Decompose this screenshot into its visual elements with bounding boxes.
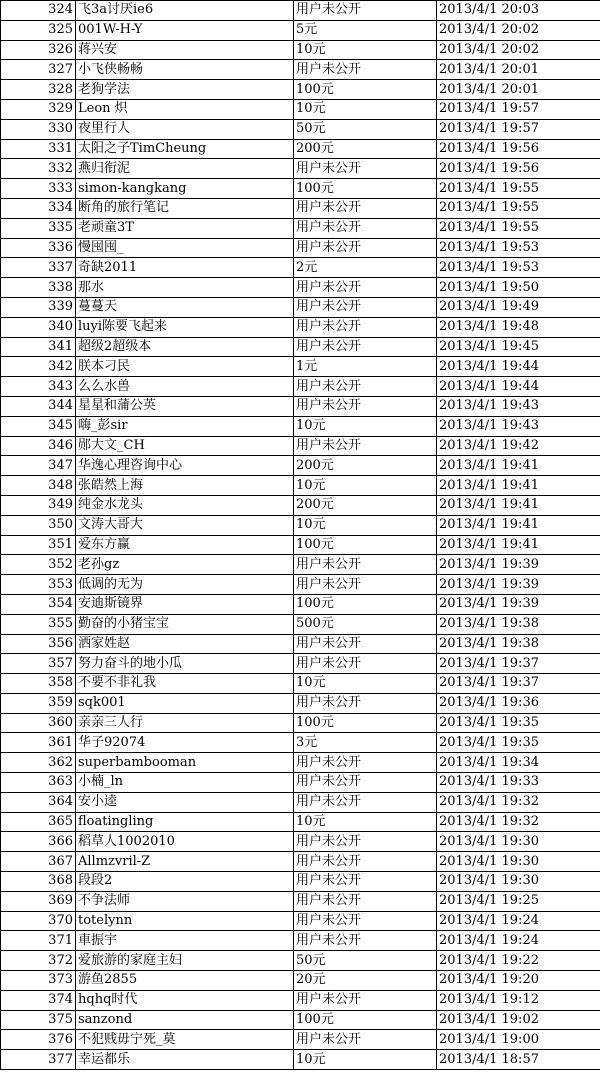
timestamp-cell: 2013/4/1 19:41 xyxy=(437,535,600,555)
table-row xyxy=(1,891,600,911)
row-number-cell: 353 xyxy=(1,575,76,595)
donor-name-cell: 老顽童3T xyxy=(76,218,294,238)
timestamp-cell: 2013/4/1 19:55 xyxy=(437,198,600,218)
row-number-cell: 334 xyxy=(1,198,76,218)
timestamp-cell: 2013/4/1 19:55 xyxy=(437,218,600,238)
row-number-cell: 352 xyxy=(1,555,76,575)
table-row xyxy=(1,832,600,852)
row-number-cell: 355 xyxy=(1,614,76,634)
table-row xyxy=(1,317,600,337)
amount-cell: 用户未公开 xyxy=(294,436,437,456)
table-row xyxy=(1,377,600,397)
timestamp-cell: 2013/4/1 20:01 xyxy=(437,80,600,100)
table-row xyxy=(1,337,600,357)
table-row xyxy=(1,911,600,931)
amount-cell: 5元 xyxy=(294,20,437,40)
donor-name-cell: floatingling xyxy=(76,812,294,832)
amount-cell: 用户未公开 xyxy=(294,297,437,317)
row-number-cell: 357 xyxy=(1,654,76,674)
donor-name-cell: 不要不非礼我 xyxy=(76,674,294,694)
row-number-cell: 330 xyxy=(1,119,76,139)
table-row xyxy=(1,40,600,60)
amount-cell: 用户未公开 xyxy=(294,654,437,674)
row-number-cell: 365 xyxy=(1,812,76,832)
donor-name-cell: 蔓蔓天 xyxy=(76,297,294,317)
amount-cell: 100元 xyxy=(294,713,437,733)
row-number-cell: 325 xyxy=(1,20,76,40)
row-number-cell: 375 xyxy=(1,1010,76,1030)
timestamp-cell: 2013/4/1 19:43 xyxy=(437,396,600,416)
amount-cell: 用户未公开 xyxy=(294,832,437,852)
row-number-cell: 333 xyxy=(1,179,76,199)
row-number-cell: 361 xyxy=(1,733,76,753)
table-row xyxy=(1,931,600,951)
timestamp-cell: 2013/4/1 19:42 xyxy=(437,436,600,456)
timestamp-cell: 2013/4/1 19:38 xyxy=(437,614,600,634)
donor-name-cell: 嗨_彭sir xyxy=(76,416,294,436)
timestamp-cell: 2013/4/1 19:38 xyxy=(437,634,600,654)
table-row xyxy=(1,792,600,812)
table-row xyxy=(1,634,600,654)
donor-name-cell: simon-kangkang xyxy=(76,179,294,199)
row-number-cell: 341 xyxy=(1,337,76,357)
donor-name-cell: 星星和蒲公英 xyxy=(76,396,294,416)
table-row xyxy=(1,535,600,555)
amount-cell: 10元 xyxy=(294,812,437,832)
amount-cell: 20元 xyxy=(294,971,437,991)
row-number-cell: 327 xyxy=(1,60,76,80)
table-row xyxy=(1,396,600,416)
row-number-cell: 354 xyxy=(1,594,76,614)
donor-name-cell: 断角的旅行笔记 xyxy=(76,198,294,218)
timestamp-cell: 2013/4/1 19:45 xyxy=(437,337,600,357)
donor-name-cell: 車振宇 xyxy=(76,931,294,951)
row-number-cell: 376 xyxy=(1,1030,76,1050)
donor-name-cell: 亲亲三人行 xyxy=(76,713,294,733)
timestamp-cell: 2013/4/1 19:25 xyxy=(437,891,600,911)
amount-cell: 用户未公开 xyxy=(294,990,437,1010)
donor-name-cell: 飞3a讨厌ie6 xyxy=(76,1,294,21)
donor-name-cell: 张皓然上海 xyxy=(76,476,294,496)
donor-name-cell: 老孙gz xyxy=(76,555,294,575)
table-row xyxy=(1,753,600,773)
row-number-cell: 359 xyxy=(1,693,76,713)
timestamp-cell: 2013/4/1 19:41 xyxy=(437,495,600,515)
table-row xyxy=(1,456,600,476)
row-number-cell: 337 xyxy=(1,258,76,278)
table-row xyxy=(1,238,600,258)
donor-name-cell: 努力奋斗的地小瓜 xyxy=(76,654,294,674)
table-row xyxy=(1,278,600,298)
amount-cell: 用户未公开 xyxy=(294,198,437,218)
row-number-cell: 366 xyxy=(1,832,76,852)
amount-cell: 50元 xyxy=(294,119,437,139)
table-row xyxy=(1,258,600,278)
timestamp-cell: 2013/4/1 20:01 xyxy=(437,60,600,80)
amount-cell: 用户未公开 xyxy=(294,693,437,713)
timestamp-cell: 2013/4/1 19:30 xyxy=(437,832,600,852)
table-row xyxy=(1,971,600,991)
table-row xyxy=(1,1030,600,1050)
table-row xyxy=(1,1010,600,1030)
amount-cell: 用户未公开 xyxy=(294,773,437,793)
timestamp-cell: 2013/4/1 19:32 xyxy=(437,812,600,832)
amount-cell: 用户未公开 xyxy=(294,931,437,951)
table-row xyxy=(1,1,600,21)
timestamp-cell: 2013/4/1 19:44 xyxy=(437,357,600,377)
donor-name-cell: 安小逵 xyxy=(76,792,294,812)
amount-cell: 用户未公开 xyxy=(294,634,437,654)
row-number-cell: 364 xyxy=(1,792,76,812)
timestamp-cell: 2013/4/1 19:43 xyxy=(437,416,600,436)
donor-name-cell: 超级2超级本 xyxy=(76,337,294,357)
row-number-cell: 367 xyxy=(1,852,76,872)
table-row xyxy=(1,773,600,793)
row-number-cell: 340 xyxy=(1,317,76,337)
table-row xyxy=(1,674,600,694)
amount-cell: 500元 xyxy=(294,614,437,634)
row-number-cell: 374 xyxy=(1,990,76,1010)
timestamp-cell: 2013/4/1 19:41 xyxy=(437,456,600,476)
table-row xyxy=(1,297,600,317)
table-row xyxy=(1,693,600,713)
table-row xyxy=(1,139,600,159)
amount-cell: 3元 xyxy=(294,733,437,753)
table-row xyxy=(1,99,600,119)
amount-cell: 用户未公开 xyxy=(294,575,437,595)
row-number-cell: 342 xyxy=(1,357,76,377)
timestamp-cell: 2013/4/1 19:39 xyxy=(437,594,600,614)
row-number-cell: 346 xyxy=(1,436,76,456)
timestamp-cell: 2013/4/1 19:34 xyxy=(437,753,600,773)
amount-cell: 200元 xyxy=(294,456,437,476)
amount-cell: 2元 xyxy=(294,258,437,278)
timestamp-cell: 2013/4/1 19:56 xyxy=(437,139,600,159)
row-number-cell: 331 xyxy=(1,139,76,159)
table-row xyxy=(1,872,600,892)
amount-cell: 用户未公开 xyxy=(294,852,437,872)
donor-name-cell: hqhq时代 xyxy=(76,990,294,1010)
row-number-cell: 347 xyxy=(1,456,76,476)
row-number-cell: 329 xyxy=(1,99,76,119)
table-row xyxy=(1,555,600,575)
donor-name-cell: 么么水兽 xyxy=(76,377,294,397)
donor-name-cell: superbambooman xyxy=(76,753,294,773)
table-row xyxy=(1,159,600,179)
timestamp-cell: 2013/4/1 19:50 xyxy=(437,278,600,298)
amount-cell: 10元 xyxy=(294,674,437,694)
table-row xyxy=(1,713,600,733)
timestamp-cell: 2013/4/1 19:37 xyxy=(437,674,600,694)
amount-cell: 50元 xyxy=(294,951,437,971)
timestamp-cell: 2013/4/1 19:35 xyxy=(437,733,600,753)
donor-name-cell: 低调的无为 xyxy=(76,575,294,595)
donor-name-cell: sqk001 xyxy=(76,693,294,713)
amount-cell: 10元 xyxy=(294,416,437,436)
table-row xyxy=(1,495,600,515)
donor-name-cell: 老狗学法 xyxy=(76,80,294,100)
row-number-cell: 328 xyxy=(1,80,76,100)
table-row xyxy=(1,119,600,139)
row-number-cell: 371 xyxy=(1,931,76,951)
table-row xyxy=(1,416,600,436)
table-row xyxy=(1,60,600,80)
row-number-cell: 344 xyxy=(1,396,76,416)
donor-name-cell: 幸运都乐 xyxy=(76,1050,294,1070)
donation-table-body xyxy=(1,1,600,1070)
donor-name-cell: 文涛大哥大 xyxy=(76,515,294,535)
amount-cell: 用户未公开 xyxy=(294,218,437,238)
donor-name-cell: Allmzvril-Z xyxy=(76,852,294,872)
row-number-cell: 362 xyxy=(1,753,76,773)
amount-cell: 200元 xyxy=(294,139,437,159)
donor-name-cell: 爱旅游的家庭主妇 xyxy=(76,951,294,971)
donor-name-cell: 段段2 xyxy=(76,872,294,892)
amount-cell: 100元 xyxy=(294,80,437,100)
table-row xyxy=(1,476,600,496)
donor-name-cell: 001W-H-Y xyxy=(76,20,294,40)
table-row xyxy=(1,951,600,971)
amount-cell: 10元 xyxy=(294,40,437,60)
row-number-cell: 377 xyxy=(1,1050,76,1070)
timestamp-cell: 2013/4/1 19:00 xyxy=(437,1030,600,1050)
row-number-cell: 324 xyxy=(1,1,76,21)
donor-name-cell: 华逸心理咨询中心 xyxy=(76,456,294,476)
timestamp-cell: 2013/4/1 19:33 xyxy=(437,773,600,793)
donor-name-cell: 郧大文_CH xyxy=(76,436,294,456)
amount-cell: 用户未公开 xyxy=(294,555,437,575)
amount-cell: 10元 xyxy=(294,99,437,119)
amount-cell: 200元 xyxy=(294,495,437,515)
table-row xyxy=(1,198,600,218)
timestamp-cell: 2013/4/1 19:30 xyxy=(437,852,600,872)
table-row xyxy=(1,20,600,40)
donor-name-cell: 慢囤囤_ xyxy=(76,238,294,258)
table-row xyxy=(1,614,600,634)
donor-name-cell: 那水 xyxy=(76,278,294,298)
table-row xyxy=(1,218,600,238)
row-number-cell: 350 xyxy=(1,515,76,535)
timestamp-cell: 2013/4/1 19:39 xyxy=(437,555,600,575)
donor-name-cell: Leon 炽 xyxy=(76,99,294,119)
timestamp-cell: 2013/4/1 19:53 xyxy=(437,238,600,258)
row-number-cell: 336 xyxy=(1,238,76,258)
row-number-cell: 348 xyxy=(1,476,76,496)
amount-cell: 用户未公开 xyxy=(294,159,437,179)
row-number-cell: 326 xyxy=(1,40,76,60)
amount-cell: 用户未公开 xyxy=(294,1,437,21)
donor-name-cell: 爱东方赢 xyxy=(76,535,294,555)
amount-cell: 100元 xyxy=(294,179,437,199)
amount-cell: 用户未公开 xyxy=(294,396,437,416)
amount-cell: 10元 xyxy=(294,515,437,535)
donor-name-cell: 朕本刁民 xyxy=(76,357,294,377)
amount-cell: 用户未公开 xyxy=(294,872,437,892)
amount-cell: 用户未公开 xyxy=(294,377,437,397)
amount-cell: 用户未公开 xyxy=(294,792,437,812)
donor-name-cell: 燕归衔泥 xyxy=(76,159,294,179)
table-row xyxy=(1,812,600,832)
timestamp-cell: 2013/4/1 19:35 xyxy=(437,713,600,733)
row-number-cell: 373 xyxy=(1,971,76,991)
amount-cell: 100元 xyxy=(294,1010,437,1030)
table-row xyxy=(1,575,600,595)
row-number-cell: 339 xyxy=(1,297,76,317)
row-number-cell: 372 xyxy=(1,951,76,971)
timestamp-cell: 2013/4/1 19:36 xyxy=(437,693,600,713)
amount-cell: 用户未公开 xyxy=(294,337,437,357)
table-row xyxy=(1,733,600,753)
donor-name-cell: 勤奋的小猪宝宝 xyxy=(76,614,294,634)
donor-name-cell: 稻草人1002010 xyxy=(76,832,294,852)
row-number-cell: 345 xyxy=(1,416,76,436)
row-number-cell: 343 xyxy=(1,377,76,397)
timestamp-cell: 2013/4/1 19:44 xyxy=(437,377,600,397)
donor-name-cell: 不犯贱毋宁死_莫 xyxy=(76,1030,294,1050)
table-row xyxy=(1,852,600,872)
timestamp-cell: 2013/4/1 19:48 xyxy=(437,317,600,337)
donor-name-cell: 小飞侠畅畅 xyxy=(76,60,294,80)
timestamp-cell: 2013/4/1 19:39 xyxy=(437,575,600,595)
timestamp-cell: 2013/4/1 18:57 xyxy=(437,1050,600,1070)
table-row xyxy=(1,179,600,199)
table-row xyxy=(1,1050,600,1070)
timestamp-cell: 2013/4/1 19:12 xyxy=(437,990,600,1010)
row-number-cell: 351 xyxy=(1,535,76,555)
donor-name-cell: 太阳之子TimCheung xyxy=(76,139,294,159)
row-number-cell: 356 xyxy=(1,634,76,654)
timestamp-cell: 2013/4/1 19:24 xyxy=(437,931,600,951)
timestamp-cell: 2013/4/1 19:30 xyxy=(437,872,600,892)
donor-name-cell: 不争法师 xyxy=(76,891,294,911)
donor-name-cell: 夜里行人 xyxy=(76,119,294,139)
timestamp-cell: 2013/4/1 20:03 xyxy=(437,1,600,21)
row-number-cell: 368 xyxy=(1,872,76,892)
donor-name-cell: 纯金水龙头 xyxy=(76,495,294,515)
timestamp-cell: 2013/4/1 19:24 xyxy=(437,911,600,931)
donor-name-cell: luyi陈要飞起来 xyxy=(76,317,294,337)
timestamp-cell: 2013/4/1 19:49 xyxy=(437,297,600,317)
table-row xyxy=(1,594,600,614)
amount-cell: 用户未公开 xyxy=(294,891,437,911)
donor-name-cell: 小楠_ln xyxy=(76,773,294,793)
timestamp-cell: 2013/4/1 19:57 xyxy=(437,99,600,119)
timestamp-cell: 2013/4/1 19:55 xyxy=(437,179,600,199)
donor-name-cell: 华子92074 xyxy=(76,733,294,753)
table-row xyxy=(1,990,600,1010)
amount-cell: 1元 xyxy=(294,357,437,377)
amount-cell: 10元 xyxy=(294,476,437,496)
amount-cell: 用户未公开 xyxy=(294,317,437,337)
row-number-cell: 369 xyxy=(1,891,76,911)
timestamp-cell: 2013/4/1 20:02 xyxy=(437,20,600,40)
amount-cell: 用户未公开 xyxy=(294,60,437,80)
amount-cell: 100元 xyxy=(294,594,437,614)
donor-name-cell: 游鱼2855 xyxy=(76,971,294,991)
row-number-cell: 349 xyxy=(1,495,76,515)
timestamp-cell: 2013/4/1 19:02 xyxy=(437,1010,600,1030)
amount-cell: 10元 xyxy=(294,1050,437,1070)
table-row xyxy=(1,654,600,674)
row-number-cell: 370 xyxy=(1,911,76,931)
timestamp-cell: 2013/4/1 19:53 xyxy=(437,258,600,278)
donor-name-cell: 洒家姓赵 xyxy=(76,634,294,654)
timestamp-cell: 2013/4/1 19:56 xyxy=(437,159,600,179)
donor-name-cell: sanzond xyxy=(76,1010,294,1030)
amount-cell: 用户未公开 xyxy=(294,911,437,931)
amount-cell: 100元 xyxy=(294,535,437,555)
amount-cell: 用户未公开 xyxy=(294,1030,437,1050)
row-number-cell: 332 xyxy=(1,159,76,179)
donor-name-cell: 奇缺2011 xyxy=(76,258,294,278)
table-row xyxy=(1,80,600,100)
timestamp-cell: 2013/4/1 19:20 xyxy=(437,971,600,991)
timestamp-cell: 2013/4/1 19:41 xyxy=(437,476,600,496)
timestamp-cell: 2013/4/1 19:22 xyxy=(437,951,600,971)
row-number-cell: 335 xyxy=(1,218,76,238)
amount-cell: 用户未公开 xyxy=(294,753,437,773)
timestamp-cell: 2013/4/1 19:41 xyxy=(437,515,600,535)
table-row xyxy=(1,515,600,535)
table-row xyxy=(1,436,600,456)
row-number-cell: 338 xyxy=(1,278,76,298)
donor-name-cell: totelynn xyxy=(76,911,294,931)
row-number-cell: 363 xyxy=(1,773,76,793)
timestamp-cell: 2013/4/1 19:37 xyxy=(437,654,600,674)
amount-cell: 用户未公开 xyxy=(294,238,437,258)
row-number-cell: 360 xyxy=(1,713,76,733)
table-row xyxy=(1,357,600,377)
amount-cell: 用户未公开 xyxy=(294,278,437,298)
donor-name-cell: 蒋兴安 xyxy=(76,40,294,60)
timestamp-cell: 2013/4/1 20:02 xyxy=(437,40,600,60)
timestamp-cell: 2013/4/1 19:32 xyxy=(437,792,600,812)
donor-name-cell: 安迪斯镜界 xyxy=(76,594,294,614)
timestamp-cell: 2013/4/1 19:57 xyxy=(437,119,600,139)
row-number-cell: 358 xyxy=(1,674,76,694)
